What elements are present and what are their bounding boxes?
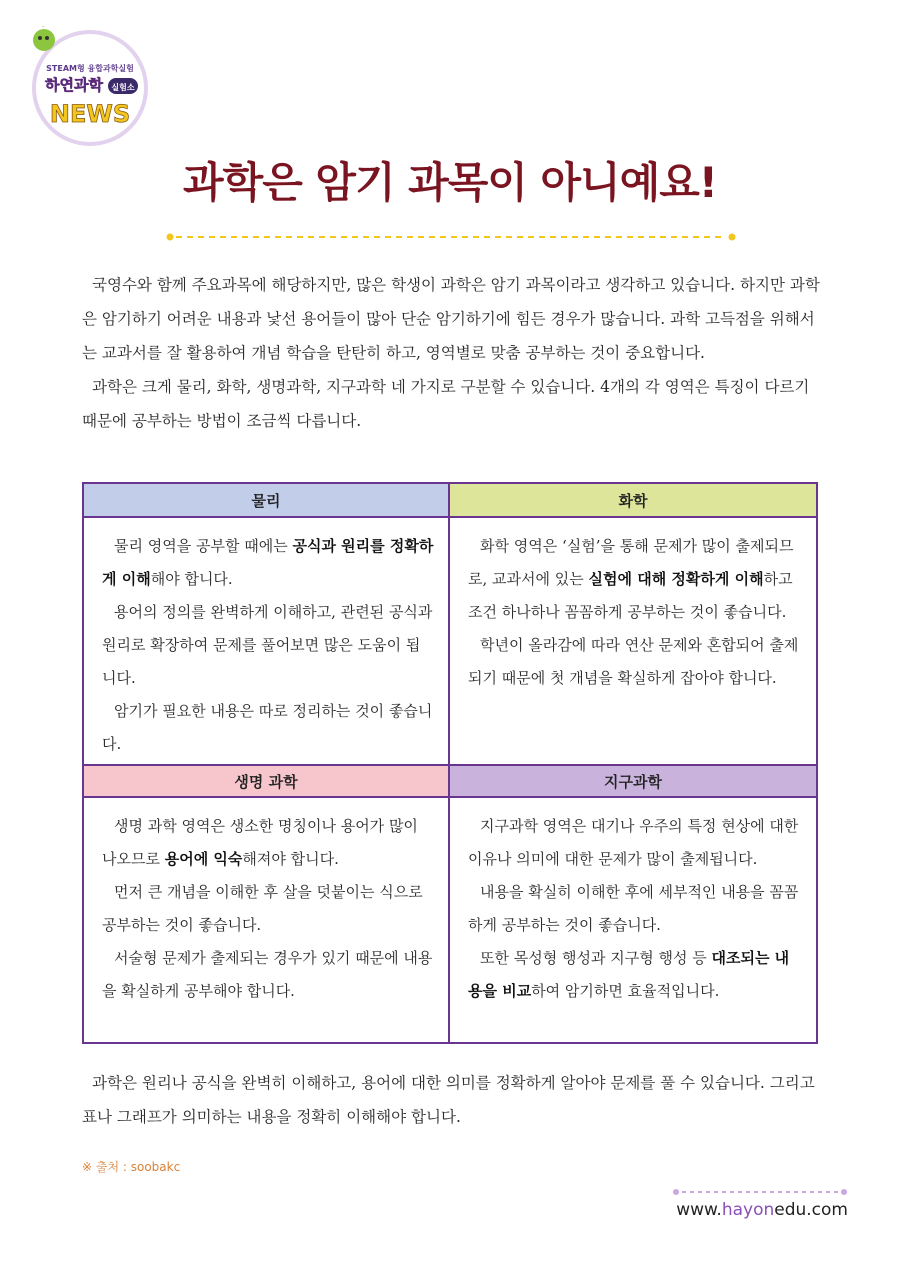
- conclusion-text: [82, 1066, 832, 1134]
- physics-paragraph: 물리 영역을 공부할 때에는 공식과 원리를 정확하게 이해해야 합니다.: [102, 537, 434, 588]
- physics-paragraph: 암기가 필요한 내용은 따로 정리하는 것이 좋습니다.: [102, 702, 433, 753]
- intro-paragraph: 과학은 크게 물리, 화학, 생명과학, 지구과학 네 가지로 구분할 수 있습니다. 4개의 각 영역은 특징이 다르기 때문에 공부하는 방법이 조금씩 다릅니다.: [82, 378, 810, 430]
- logo: [28, 26, 150, 148]
- earth-paragraph: 내용을 확실히 이해한 후에 세부적인 내용을 꼼꼼하게 공부하는 것이 좋습니다.: [468, 883, 799, 934]
- svg-text:STEAM형 융합과학실험: STEAM형 융합과학실험: [46, 64, 134, 73]
- physics-paragraph: 용어의 정의를 완벽하게 이해하고, 관련된 공식과 원리로 확장하여 문제를 풀어보면 많은 도움이 됩니다.: [102, 603, 433, 687]
- biology-paragraph: 생명 과학 영역은 생소한 명칭이나 용어가 많이 나오므로 용어에 익숙해져야 합니다.: [102, 817, 418, 868]
- physics-highlight: 공식과 원리를 정확하게 이해: [102, 537, 434, 588]
- website-link[interactable]: www.hayonedu.com: [676, 1200, 848, 1220]
- sprout-icon: [33, 26, 55, 51]
- chemistry-body: [450, 518, 816, 764]
- svg-text:NEWS: NEWS: [49, 100, 131, 128]
- page-title: 과학은 암기 과목이 아니예요!: [183, 158, 717, 207]
- earth-paragraph: 또한 목성형 행성과 지구형 행성 등 대조되는 내용을 비교하여 암기하면 효율적입니다.: [468, 949, 790, 1000]
- svg-text:하연과학: 하연과학: [45, 76, 103, 94]
- subject-table: [82, 482, 818, 1044]
- conclusion-paragraph: 과학은 원리나 공식을 완벽히 이해하고, 용어에 대한 의미를 정확하게 알아야 문제를 풀 수 있습니다. 그리고 표나 그래프가 의미하는 내용을 정확히 이해해야 합니다.: [82, 1074, 815, 1126]
- footer-divider: [672, 1188, 848, 1196]
- earth-highlight: 대조되는 내용을 비교: [468, 949, 790, 1000]
- biology-header: 생명 과학: [84, 764, 450, 798]
- earth-science-header: 지구과학: [450, 764, 816, 798]
- chemistry-header: 화학: [450, 484, 816, 518]
- biology-highlight: 용어에 익숙: [164, 850, 243, 868]
- title-divider: [166, 232, 736, 242]
- biology-paragraph: 먼저 큰 개념을 이해한 후 살을 덧붙이는 식으로 공부하는 것이 좋습니다.: [102, 883, 423, 934]
- biology-body: [84, 798, 450, 1042]
- physics-body: [84, 518, 450, 764]
- biology-paragraph: 서술형 문제가 출제되는 경우가 있기 때문에 내용을 확실하게 공부해야 합니다.: [102, 949, 433, 1000]
- chemistry-highlight: 실험에 대해 정확하게 이해: [588, 570, 764, 588]
- earth-science-body: [450, 798, 816, 1042]
- intro-text: [82, 268, 822, 438]
- earth-paragraph: 지구과학 영역은 대기나 우주의 특정 현상에 대한 이유나 의미에 대한 문제가 많이 출제됩니다.: [468, 817, 799, 868]
- logo-badge: [28, 26, 150, 148]
- chemistry-paragraph: 화학 영역은 ‘실험’을 통해 문제가 많이 출제되므로, 교과서에 있는 실험에 대해 정확하게 이해하고 조건 하나하나 꼼꼼하게 공부하는 것이 좋습니다.: [468, 537, 794, 621]
- intro-paragraph: 국영수와 함께 주요과목에 해당하지만, 많은 학생이 과학은 암기 과목이라고 생각하고 있습니다. 하지만 과학은 암기하기 어려운 내용과 낯선 용어들이 많아 단순 암기하기에 힘든 경우가 많습니다. 과학 고득점을 위해서는 교과서를 잘 활용하여 개념 학습을 탄탄히 하고, 영역별로 맞춤 공부하는 것이 중요합니다.: [82, 276, 820, 362]
- chemistry-paragraph: 학년이 올라감에 따라 연산 문제와 혼합되어 출제되기 때문에 첫 개념을 확실하게 잡아야 합니다.: [468, 636, 799, 687]
- physics-header: 물리: [84, 484, 450, 518]
- svg-text:실험소: 실험소: [111, 83, 135, 92]
- source-note: ※ 출처 : soobakc: [82, 1160, 181, 1174]
